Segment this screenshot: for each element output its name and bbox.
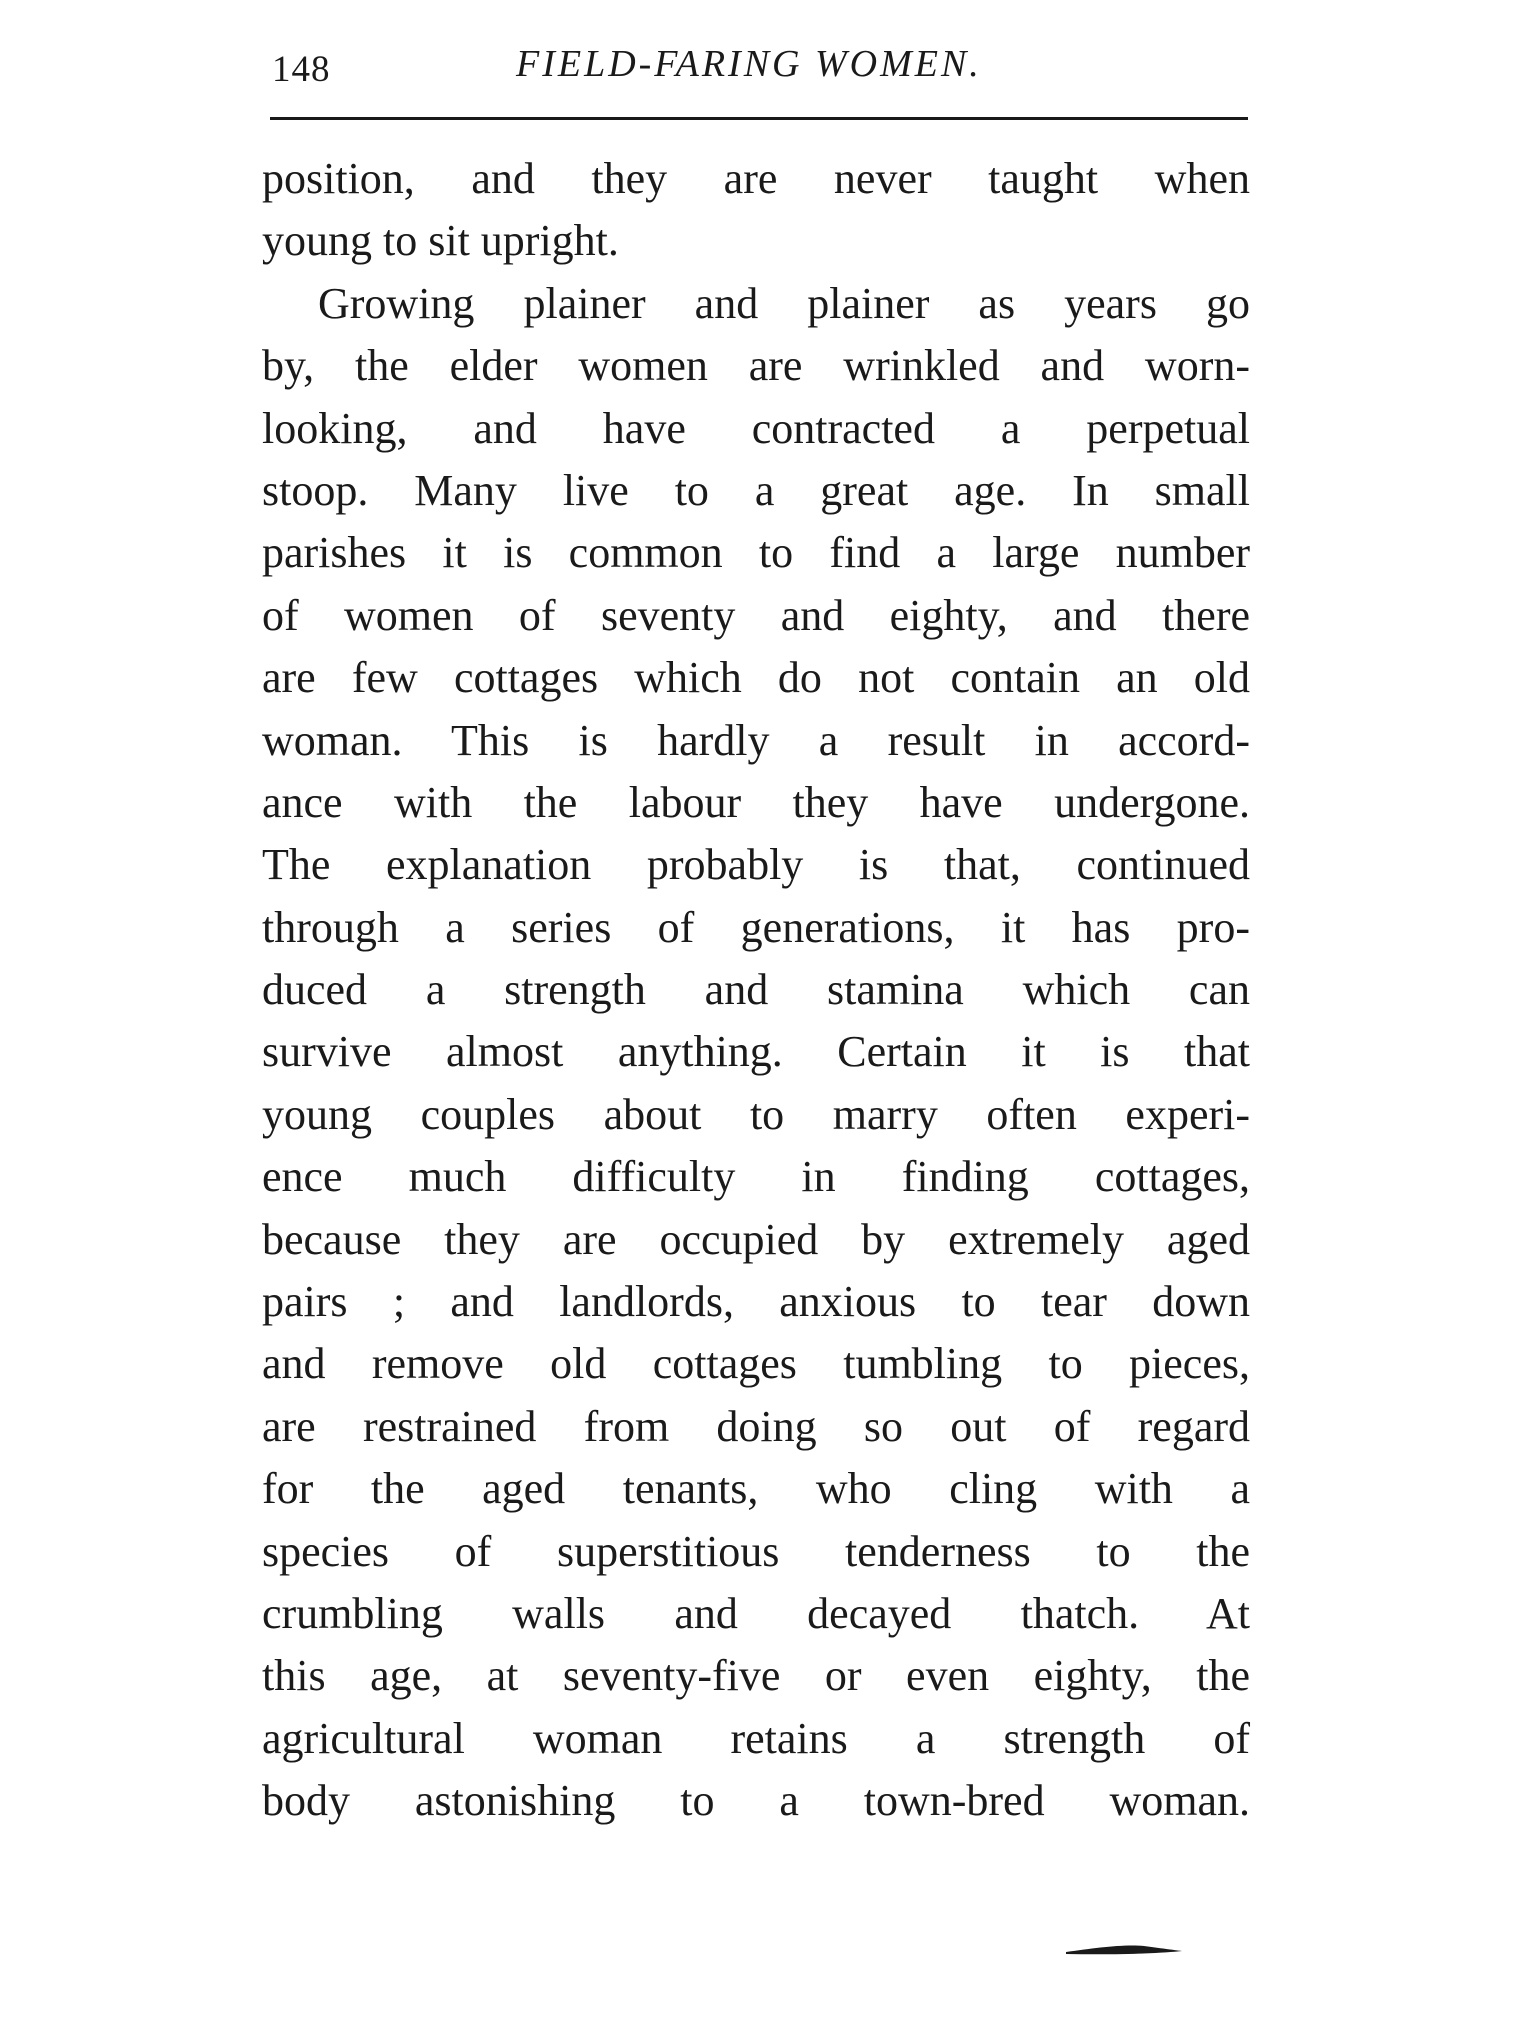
text-line: The explanation probably is that, continued — [262, 840, 1250, 890]
running-head — [268, 42, 1248, 98]
text-line: duced a strength and stamina which can — [262, 965, 1250, 1015]
text-line: and remove old cottages tumbling to pieces, — [262, 1339, 1250, 1389]
text-line: survive almost anything. Certain it is that — [262, 1027, 1250, 1077]
body-text — [262, 148, 1250, 1833]
tailpiece-ornament — [1064, 1942, 1184, 1958]
text-line: woman. This is hardly a result in accord- — [262, 715, 1250, 765]
text-line: crumbling walls and decayed thatch. At — [262, 1588, 1250, 1638]
text-line: parishes it is common to find a large number — [262, 528, 1250, 578]
paragraph-first-line: Growing plainer and plainer as years go — [318, 278, 1250, 328]
text-line: stoop. Many live to a great age. In small — [262, 465, 1250, 515]
text-line: of women of seventy and eighty, and there — [262, 590, 1250, 640]
text-line: this age, at seventy-five or even eighty, the — [262, 1651, 1250, 1701]
text-line: for the aged tenants, who cling with a — [262, 1464, 1250, 1514]
text-line: young couples about to marry often experi- — [262, 1089, 1250, 1139]
text-line: because they are occupied by extremely aged — [262, 1214, 1250, 1264]
text-line: ence much difficulty in finding cottages, — [262, 1152, 1250, 1202]
header-rule — [270, 117, 1248, 120]
text-line: young to sit upright. — [262, 216, 619, 266]
text-line: position, and they are never taught when — [262, 154, 1250, 203]
text-line: are few cottages which do not contain an old — [262, 653, 1250, 703]
text-line: agricultural woman retains a strength of — [262, 1713, 1250, 1763]
text-line: through a series of generations, it has pro- — [262, 902, 1250, 952]
text-line: are restrained from doing so out of regard — [262, 1401, 1250, 1451]
page-number: 148 — [272, 49, 331, 90]
text-line: looking, and have contracted a perpetual — [262, 403, 1250, 453]
text-line: ance with the labour they have undergone. — [262, 777, 1250, 827]
text-line: by, the elder women are wrinkled and worn- — [262, 341, 1250, 391]
text-line: species of superstitious tenderness to the — [262, 1526, 1250, 1576]
running-title: FIELD-FARING WOMEN. — [516, 43, 982, 85]
text-line: pairs ; and landlords, anxious to tear down — [262, 1277, 1250, 1327]
text-line: body astonishing to a town-bred woman. — [262, 1776, 1250, 1826]
